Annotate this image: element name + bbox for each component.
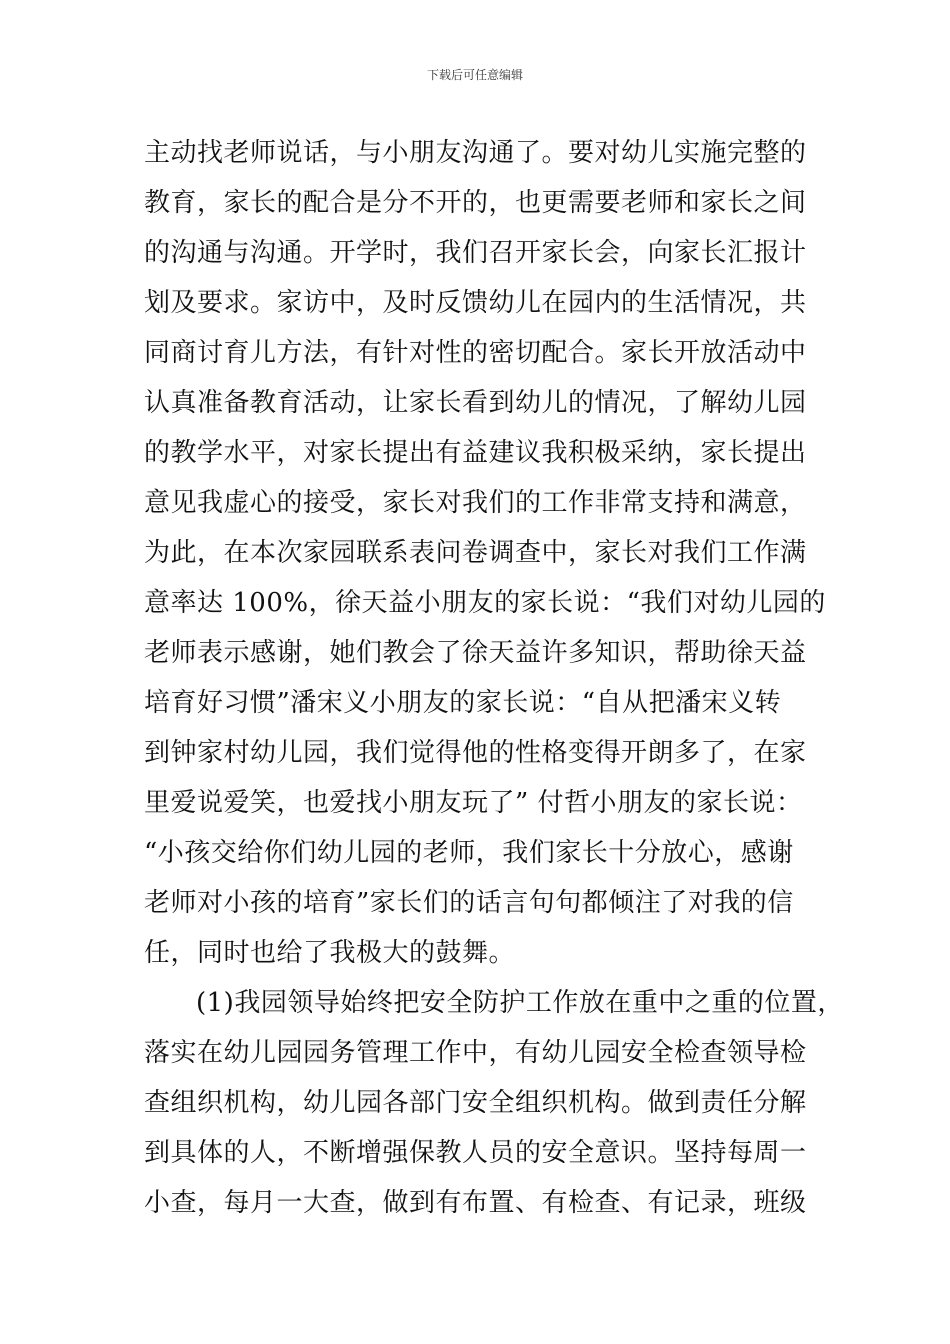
- text-line: 落实在幼儿园园务管理工作中，有幼儿园安全检查领导检: [144, 1038, 807, 1068]
- text-line: 教育，家长的配合是分不开的，也更需要老师和家长之间: [144, 188, 807, 218]
- page-header: 下载后可任意编辑: [426, 68, 523, 82]
- text-line: 认真准备教育活动，让家长看到幼儿的情况，了解幼儿园: [144, 388, 807, 418]
- text-line: 为此，在本次家园联系表问卷调查中，家长对我们工作满: [144, 538, 807, 568]
- text-line: 老师表示感谢，她们教会了徐天益许多知识，帮助徐天益: [144, 638, 807, 668]
- text-line: 意率达 100%，徐天益小朋友的家长说：“我们对幼儿园的: [144, 588, 826, 618]
- text-line: 到钟家村幼儿园，我们觉得他的性格变得开朗多了，在家: [144, 738, 807, 768]
- text-line: 小查，每月一大查，做到有布置、有检查、有记录，班级: [144, 1188, 807, 1218]
- text-line: 划及要求。家访中，及时反馈幼儿在园内的生活情况，共: [144, 288, 807, 318]
- text-line: 查组织机构，幼儿园各部门安全组织机构。做到责任分解: [144, 1088, 807, 1118]
- text-line: 培育好习惯”潘宋义小朋友的家长说：“自从把潘宋义转: [144, 688, 782, 718]
- text-line: “小孩交给你们幼儿园的老师，我们家长十分放心，感谢: [144, 838, 794, 868]
- body-text: [144, 128, 844, 1228]
- text-line: 任，同时也给了我极大的鼓舞。: [144, 938, 516, 968]
- text-line: 老师对小孩的培育”家长们的话言句句都倾注了对我的信: [144, 888, 794, 918]
- text-line: 的沟通与沟通。开学时，我们召开家长会，向家长汇报计: [144, 238, 807, 268]
- text-line: 意见我虚心的接受，家长对我们的工作非常支持和满意，: [144, 488, 807, 518]
- text-line: 的教学水平，对家长提出有益建议我积极采纳，家长提出: [144, 438, 807, 468]
- text-line: 里爱说爱笑，也爱找小朋友玩了” 付哲小朋友的家长说：: [144, 788, 803, 818]
- text-line: 同商讨育儿方法，有针对性的密切配合。家长开放活动中: [144, 338, 807, 368]
- text-line: 到具体的人，不断增强保教人员的安全意识。坚持每周一: [144, 1138, 807, 1168]
- text-line-paragraph-start: (1)我园领导始终把安全防护工作放在重中之重的位置，: [196, 988, 844, 1018]
- text-line: 主动找老师说话，与小朋友沟通了。要对幼儿实施完整的: [144, 138, 807, 168]
